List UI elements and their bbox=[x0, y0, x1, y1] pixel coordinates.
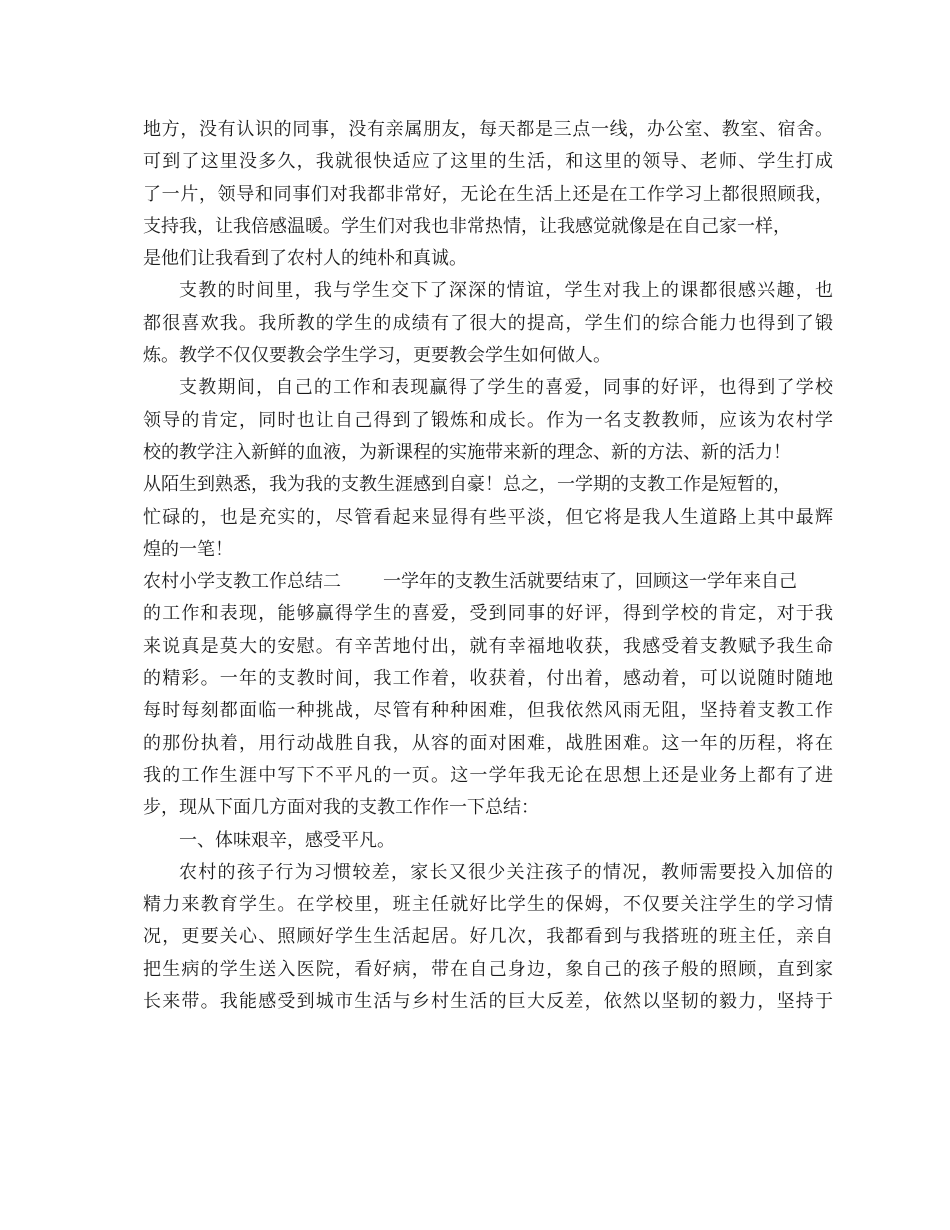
text-line: 每时每刻都面临一种挑战，尽管有种种困难，但我依然风雨无阻，坚持着支教工作 bbox=[143, 700, 833, 722]
text-line: 的那份执着，用行动战胜自我，从容的面对困难，战胜困难。这一年的历程，将在 bbox=[143, 732, 833, 754]
section-heading-line bbox=[143, 566, 833, 598]
text-line: 的工作和表现，能够赢得学生的喜爱，受到同事的好评，得到学校的肯定，对于我 bbox=[143, 603, 833, 625]
section-title: 农村小学支教工作总结二 bbox=[143, 571, 341, 593]
text-line: 来说真是莫大的安慰。有辛苦地付出，就有幸福地收获，我感受着支教赋予我生命 bbox=[143, 635, 833, 657]
text-line: 可到了这里没多久，我就很快适应了这里的生活，和这里的领导、老师、学生打成 bbox=[143, 151, 833, 173]
text-line: 步，现从下面几方面对我的支教工作作一下总结： bbox=[143, 797, 539, 819]
text-line: 地方，没有认识的同事，没有亲属朋友，每天都是三点一线，办公室、教室、宿舍。 bbox=[143, 119, 833, 140]
text-line: 的精彩。一年的支教时间，我工作着，收获着，付出着，感动着，可以说随时随地 bbox=[143, 668, 833, 690]
body-text bbox=[143, 114, 833, 1018]
text-line: 校的教学注入新鲜的血液，为新课程的实施带来新的理念、新的方法、新的活力！ bbox=[143, 441, 791, 463]
text-line: 是他们让我看到了农村人的纯朴和真诚。 bbox=[143, 248, 467, 270]
text-line: 把生病的学生送入医院，看好病，带在自己身边，象自己的孩子般的照顾，直到家 bbox=[143, 958, 833, 980]
subheading: 一、体味艰辛，感受平凡。 bbox=[179, 829, 395, 851]
paragraph-first-line: 支教的时间里，我与学生交下了深深的情谊，学生对我上的课都很感兴趣，也 bbox=[179, 280, 833, 302]
text-line: 长来带。我能感受到城市生活与乡村生活的巨大反差，依然以坚韧的毅力，坚持于 bbox=[143, 991, 833, 1013]
text-line: 我的工作生涯中写下不平凡的一页。这一学年我无论在思想上还是业务上都有了进 bbox=[143, 764, 833, 786]
text-line: 精力来教育学生。在学校里，班主任就好比学生的保姆，不仅要关注学生的学习情 bbox=[143, 894, 833, 916]
text-line: 炼。教学不仅仅要教会学生学习，更要教会学生如何做人。 bbox=[143, 345, 611, 367]
paragraph-first-line: 农村的孩子行为习惯较差，家长又很少关注孩子的情况，教师需要投入加倍的 bbox=[179, 861, 833, 883]
text-line: 煌的一笔！ bbox=[143, 538, 233, 560]
section-first-line: 一学年的支教生活就要结束了，回顾这一学年来自己 bbox=[383, 571, 797, 593]
text-line: 忙碌的，也是充实的，尽管看起来显得有些平淡，但它将是我人生道路上其中最辉 bbox=[143, 506, 833, 528]
text-line: 从陌生到熟悉，我为我的支教生涯感到自豪！总之，一学期的支教工作是短暂的， bbox=[143, 474, 791, 496]
text-line: 都很喜欢我。我所教的学生的成绩有了很大的提高，学生们的综合能力也得到了锻 bbox=[143, 312, 833, 334]
text-line: 支持我，让我倍感温暖。学生们对我也非常热情，让我感觉就像是在自己家一样， bbox=[143, 215, 791, 237]
text-line: 况，更要关心、照顾好学生生活起居。好几次，我都看到与我搭班的班主任，亲自 bbox=[143, 926, 833, 948]
text-line: 了一片，领导和同事们对我都非常好，无论在生活上还是在工作学习上都很照顾我， bbox=[143, 183, 833, 205]
text-line: 领导的肯定，同时也让自己得到了锻炼和成长。作为一名支教教师，应该为农村学 bbox=[143, 409, 833, 431]
paragraph-first-line: 支教期间，自己的工作和表现赢得了学生的喜爱，同事的好评，也得到了学校 bbox=[179, 377, 833, 399]
